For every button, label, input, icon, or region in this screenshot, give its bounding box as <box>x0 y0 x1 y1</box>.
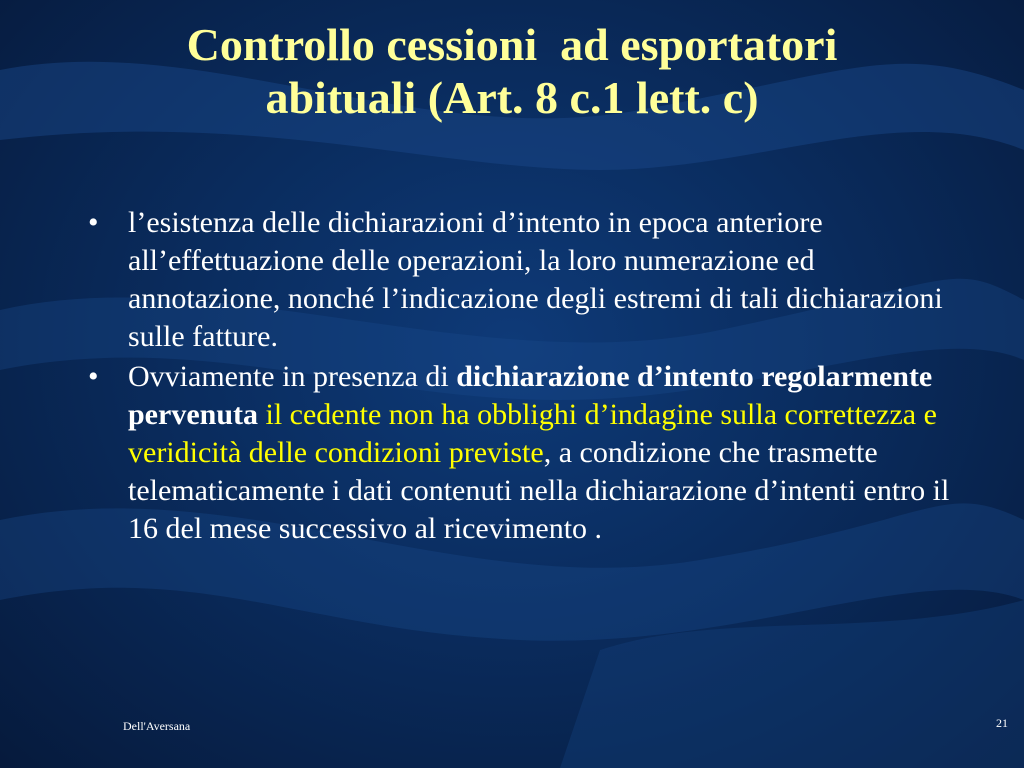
bullet-text-plain-end: , a condizione che trasmette telematicamente i dati contenuti nella dichiarazione d’intenti entro il 16 del mese successivo al ricevimento . <box>128 436 957 545</box>
title-line-2: abituali (Art. 8 c.1 lett. c) <box>265 72 759 123</box>
page-number: 21 <box>996 716 1008 730</box>
bullet-item-2 <box>88 358 958 548</box>
title-line-1: Controllo cessioni ad esportatori <box>186 19 838 70</box>
bullet-text-bold: dichiarazione d’intento regolarmente pervenuta <box>128 360 940 431</box>
bullet-list <box>88 204 958 550</box>
bullet-item-1 <box>88 204 958 356</box>
bullet-glyph: • <box>88 206 99 239</box>
footer-author: Dell'Aversana <box>123 719 191 733</box>
bullet-text-highlight: il cedente non ha obblighi d’indagine sulla correttezza e veridicità delle condizioni previste <box>128 398 945 469</box>
bullet-text-plain: Ovviamente in presenza di <box>128 360 457 393</box>
bullet-text <box>128 358 958 548</box>
bullet-glyph: • <box>88 360 99 393</box>
slide-title <box>40 18 984 124</box>
bullet-text: l’esistenza delle dichiarazioni d’intento in epoca anteriore all’effettuazione delle operazioni, la loro numerazione ed annotazione, nonché l’indicazione degli estremi di tali dichiarazioni sulle fatture. <box>128 206 943 353</box>
